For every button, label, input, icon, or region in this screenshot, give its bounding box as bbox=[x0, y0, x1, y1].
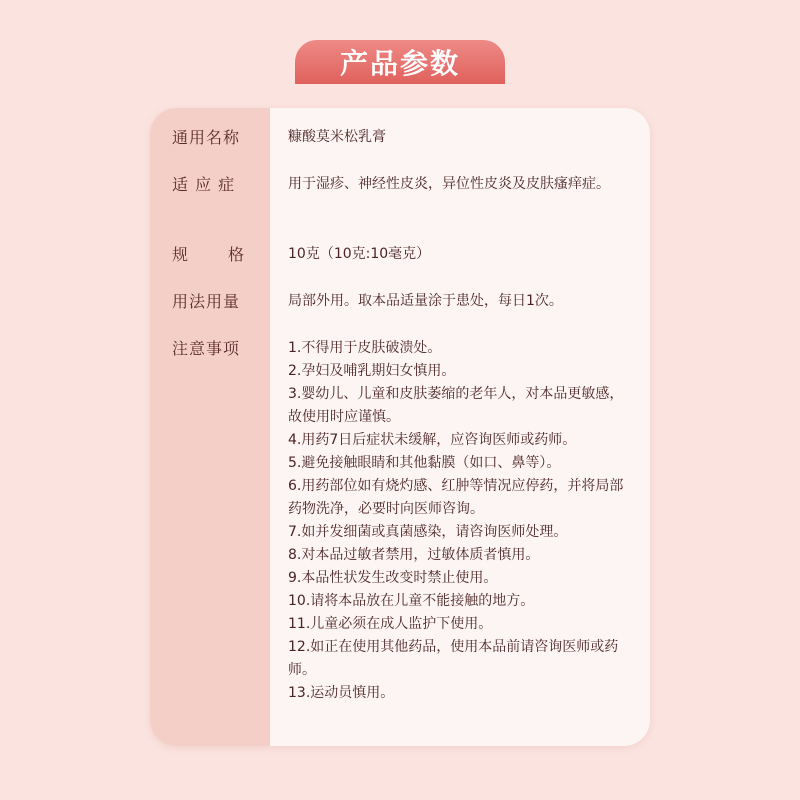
spec-label-part2: 格 bbox=[227, 245, 244, 264]
note-item: 2.孕妇及哺乳期妇女慎用。 bbox=[288, 363, 456, 379]
spec-label-part1: 规 bbox=[172, 245, 189, 264]
usage-label: 用法用量 bbox=[172, 292, 241, 311]
generic-name-label: 通用名称 bbox=[172, 128, 241, 147]
note-item: 12.如正在使用其他药品，使用本品前请咨询医师或药师。 bbox=[288, 639, 619, 678]
note-item: 8.对本品过敏者禁用，过敏体质者慎用。 bbox=[288, 547, 540, 563]
label-column bbox=[150, 108, 270, 746]
page-title: 产品参数 bbox=[295, 40, 505, 84]
indication-value: 用于湿疹、神经性皮炎，异位性皮炎及皮肤瘙痒症。 bbox=[288, 176, 610, 192]
note-item: 3.婴幼儿、儿童和皮肤萎缩的老年人，对本品更敏感，故使用时应谨慎。 bbox=[288, 386, 624, 425]
generic-name-value: 糠酸莫米松乳膏 bbox=[288, 129, 386, 145]
note-item: 5.避免接触眼睛和其他黏膜（如口、鼻等）。 bbox=[288, 455, 561, 471]
note-item: 6.用药部位如有烧灼感、红肿等情况应停药，并将局部药物洗净，必要时向医师咨询。 bbox=[288, 478, 624, 517]
usage-value: 局部外用。取本品适量涂于患处，每日1次。 bbox=[288, 293, 563, 309]
indication-label: 适 应 症 bbox=[172, 175, 236, 194]
note-item: 13.运动员慎用。 bbox=[288, 685, 395, 701]
spec-label bbox=[172, 243, 244, 266]
note-item: 1.不得用于皮肤破溃处。 bbox=[288, 340, 442, 356]
notes-list bbox=[288, 337, 628, 705]
note-item: 4.用药7日后症状未缓解，应咨询医师或药师。 bbox=[288, 432, 577, 448]
note-item: 7.如并发细菌或真菌感染，请咨询医师处理。 bbox=[288, 524, 568, 540]
notes-label: 注意事项 bbox=[172, 339, 241, 358]
note-item: 10.请将本品放在儿童不能接触的地方。 bbox=[288, 593, 535, 609]
note-item: 9.本品性状发生改变时禁止使用。 bbox=[288, 570, 498, 586]
spec-value: 10克（10克:10毫克） bbox=[288, 246, 431, 262]
note-item: 11.儿童必须在成人监护下使用。 bbox=[288, 616, 493, 632]
product-params-card bbox=[150, 108, 650, 746]
